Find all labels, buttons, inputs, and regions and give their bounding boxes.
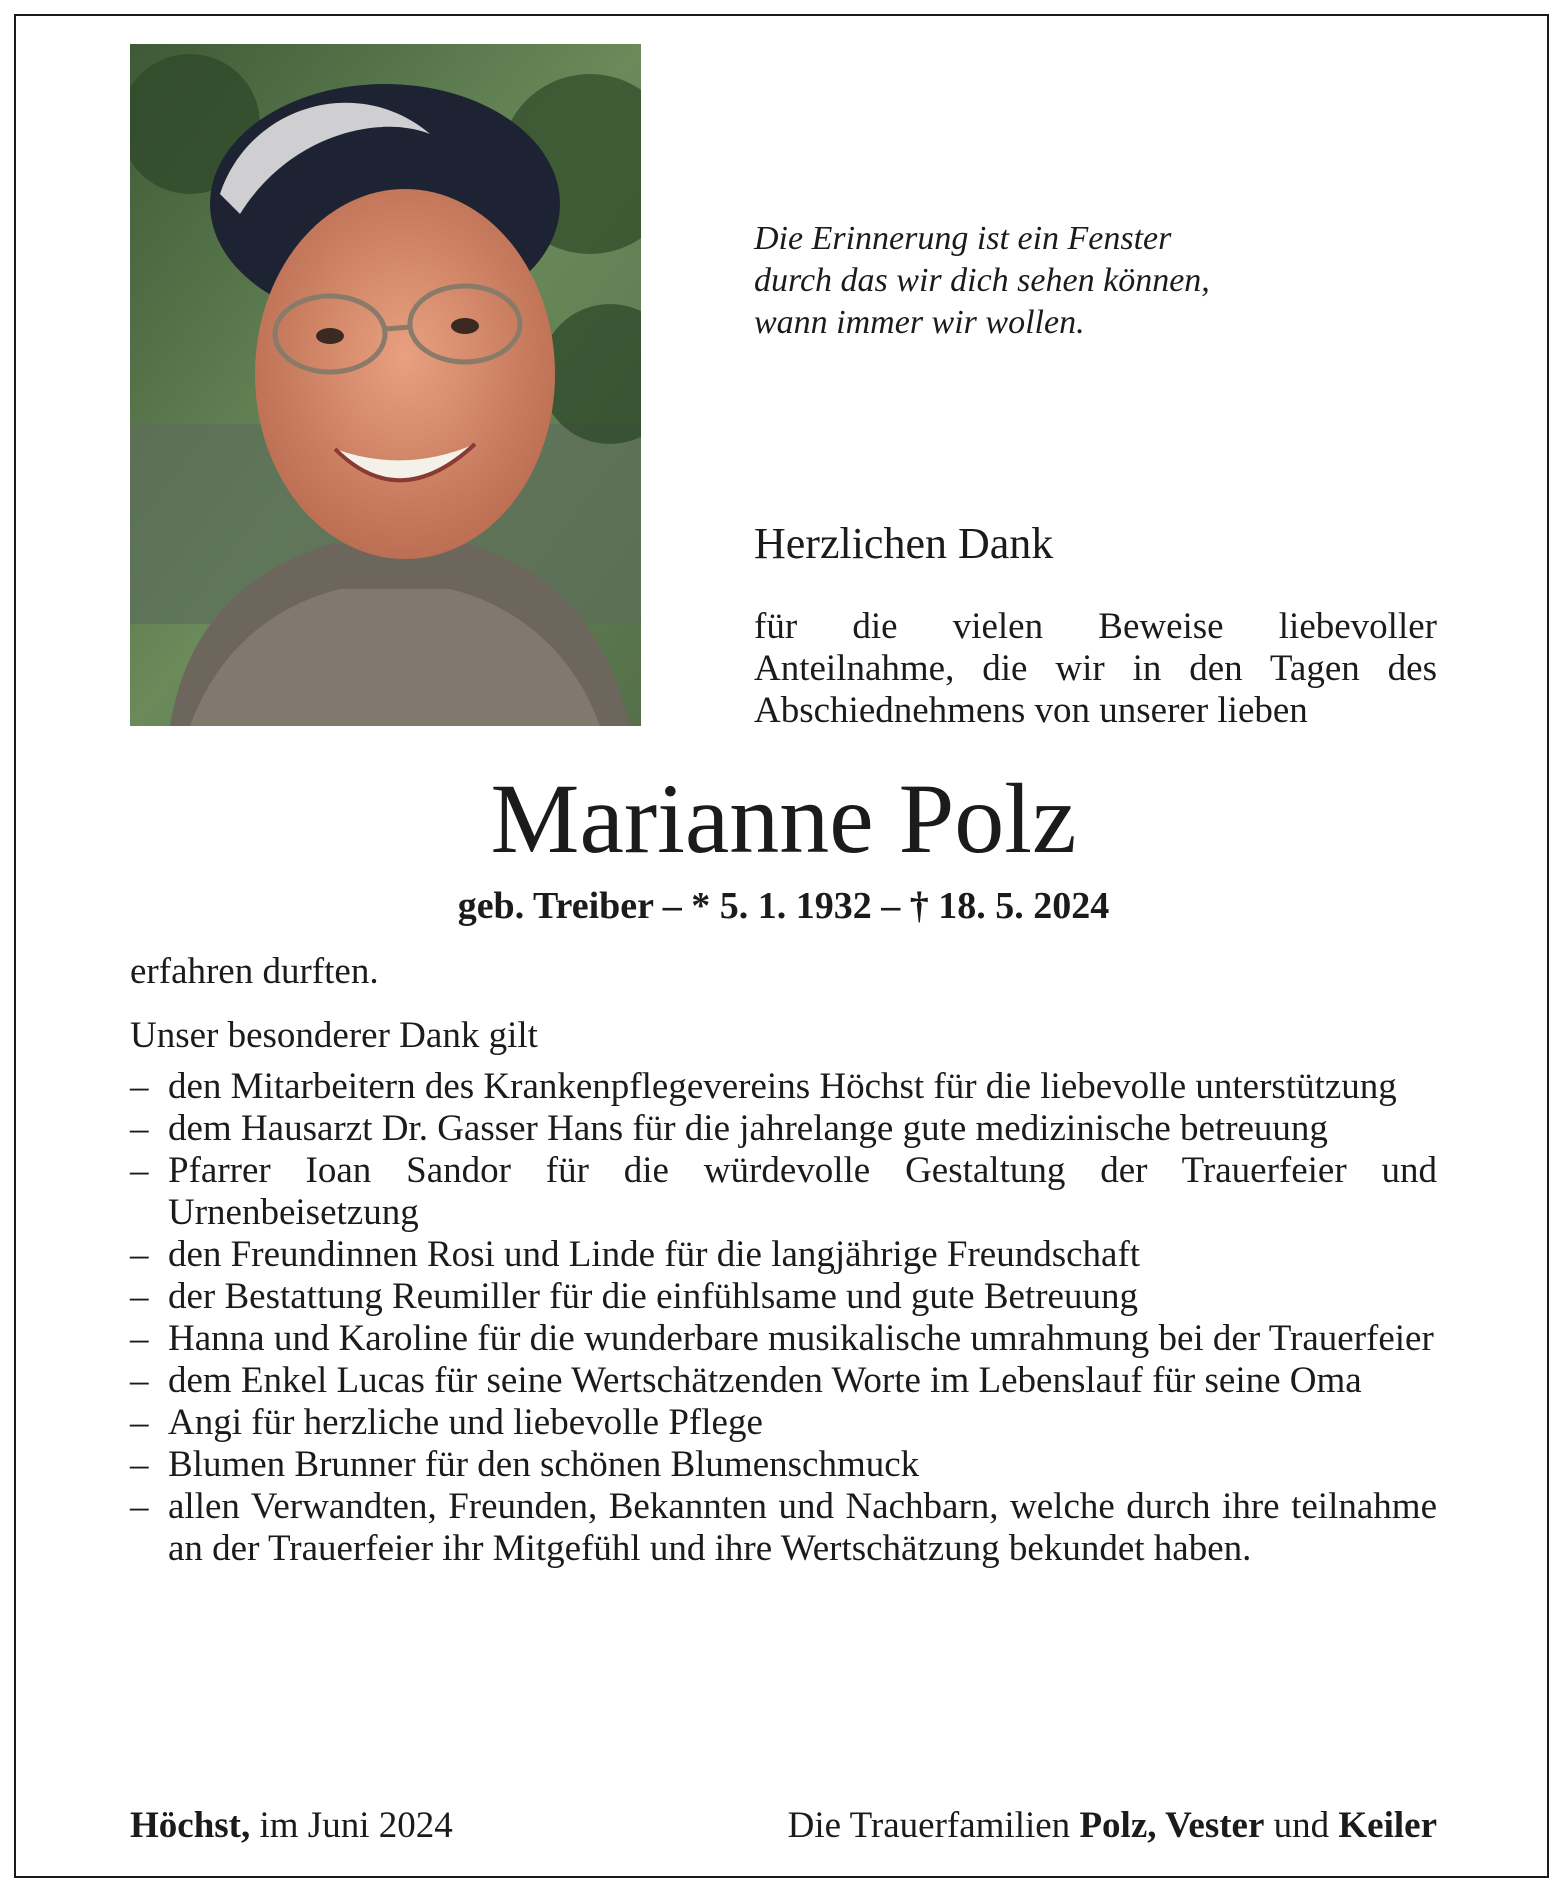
continuation-text: erfahren durften. xyxy=(130,951,379,992)
dash-bullet: – xyxy=(130,1486,149,1527)
list-item-text: allen Verwandten, Freunden, Bekannten und Nachbarn, welche durch ihre teilnahme an der Trauerfeier ihr Mitgefühl und ihre Wertschätzung bekundet haben. xyxy=(168,1486,1437,1569)
family-names: Polz, Vester xyxy=(1079,1805,1265,1846)
thanks-text: für die vielen Beweise liebevoller Anteilnahme, die wir in den Tagen des Abschiednehmens von unserer lieben xyxy=(754,606,1437,731)
quote-line: Die Erinnerung ist ein Fenster xyxy=(754,220,1172,257)
thanks-intro: Unser besonderer Dank gilt xyxy=(130,1015,538,1056)
list-item-text: der Bestattung Reumiller für die einfühlsame und gute Betreuung xyxy=(168,1276,1138,1317)
quote-line: durch das wir dich sehen können, xyxy=(754,262,1210,299)
list-item-text: dem Enkel Lucas für seine Wertschätzenden Worte im Lebenslauf für seine Oma xyxy=(168,1360,1362,1401)
list-item xyxy=(130,1276,1437,1318)
footer-place: Höchst, xyxy=(130,1805,251,1846)
portrait-photo xyxy=(130,44,641,726)
footer-date: im Juni 2024 xyxy=(259,1805,453,1846)
footer-place-date xyxy=(130,1804,453,1847)
deceased-dates: geb. Treiber – * 5. 1. 1932 – † 18. 5. 2024 xyxy=(457,885,1110,927)
list-item-text: dem Hausarzt Dr. Gasser Hans für die jahrelange gute medizinische betreuung xyxy=(168,1108,1328,1149)
families-prefix: Die Trauerfamilien xyxy=(787,1805,1071,1846)
footer-families xyxy=(788,1804,1437,1847)
dash-bullet: – xyxy=(130,1066,149,1107)
dash-bullet: – xyxy=(130,1108,149,1149)
dash-bullet: – xyxy=(130,1150,149,1191)
dash-bullet: – xyxy=(130,1360,149,1401)
list-item xyxy=(130,1066,1437,1108)
list-item xyxy=(130,1444,1437,1486)
list-item-text: Angi für herzliche und liebevolle Pflege xyxy=(168,1402,763,1443)
list-item-text: Blumen Brunner für den schönen Blumenschmuck xyxy=(168,1444,920,1485)
deceased-name: Marianne Polz xyxy=(490,763,1077,874)
thanks-heading: Herzlichen Dank xyxy=(754,519,1054,568)
dash-bullet: – xyxy=(130,1402,149,1443)
quote-line: wann immer wir wollen. xyxy=(754,304,1085,341)
dash-bullet: – xyxy=(130,1276,149,1317)
list-item-text: den Mitarbeitern des Krankenpflegevereins Höchst für die liebevolle unterstützung xyxy=(168,1066,1397,1107)
family-name-last: Keiler xyxy=(1338,1805,1437,1846)
dash-bullet: – xyxy=(130,1234,149,1275)
list-item xyxy=(130,1402,1437,1444)
dash-bullet: – xyxy=(130,1444,149,1485)
list-item-text: Pfarrer Ioan Sandor für die würdevolle Gestaltung der Trauerfeier und Urnenbeisetzung xyxy=(168,1150,1437,1233)
families-and: und xyxy=(1273,1805,1330,1846)
portrait-photo-icon xyxy=(130,44,641,726)
dash-bullet: – xyxy=(130,1318,149,1359)
thanks-list xyxy=(130,1066,1437,1570)
memorial-quote xyxy=(754,218,1454,344)
list-item-text: den Freundinnen Rosi und Linde für die langjährige Freundschaft xyxy=(168,1234,1141,1275)
list-item xyxy=(130,1150,1437,1234)
list-item xyxy=(130,1318,1437,1360)
list-item xyxy=(130,1108,1437,1150)
list-item-text: Hanna und Karoline für die wunderbare musikalische umrahmung bei der Trauerfeier xyxy=(168,1318,1434,1359)
list-item xyxy=(130,1234,1437,1276)
list-item xyxy=(130,1360,1437,1402)
list-item xyxy=(130,1486,1437,1570)
